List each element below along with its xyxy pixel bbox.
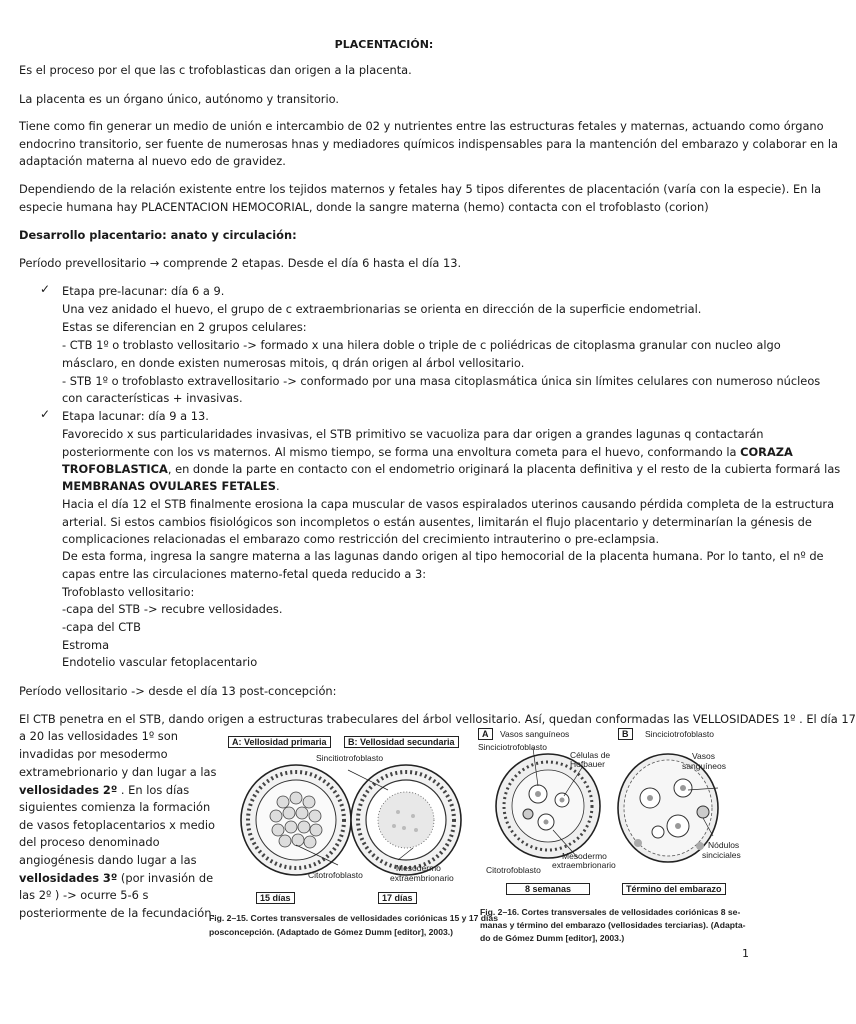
fig2-termino: Término del embarazo [622,883,726,895]
lacunar-6: Hacia el día 12 el STB finalmente erosiona la capa muscular de vasos espiralados uterinos causando pérdida completa de la estructura [62,497,835,511]
lacunar-7: arterial. Si estos cambios fisiológicos son incompletos o están ausentes, limitarán el flujo placentario y determinarían la génesis de [62,515,812,529]
lacunar-12: -capa del STB -> recubre vellosidades. [62,602,283,616]
fig1-label-a: A: Vellosidad primaria [228,736,331,748]
lacunar-8: complicaciones relacionadas el embarazo como restricción del crecimiento intrauterino o pre-eclampsia. [62,532,660,546]
fig2-label-a: A [478,728,493,740]
prelacunar-1: Etapa pre-lacunar: día 6 a 9. [62,284,225,298]
para-relacion-2: especie humana hay PLACENTACION HEMOCORIAL, donde la sangre materna (hemo) contacta con el trofoblasto (corion) [19,200,709,214]
side-line-9: vellosidades 3º (por invasión de [19,871,214,885]
fig2-sincitio-a: Sinciciotrofoblasto [478,742,547,752]
figure-2-16 [478,728,748,903]
prelacunar-5: másclaro, en donde existen numerosas mitois, q drán origen al árbol vellositario. [62,356,525,370]
lacunar-4: TROFOBLASTICA, en donde la parte en contacto con el endometrio originará la placenta definitiva y el resto de la cubierta formará las [62,462,841,476]
prelacunar-6: - STB 1º o trofoblasto extravellositario -> conformado por una masa citoplasmática única sin límites celulares con numeroso núcleos [62,374,821,388]
side-line-10: las 2º ) -> ocurre 5-6 s [19,888,149,902]
fig2-nodulos-1: Nódulos [708,840,740,850]
fig2-celulas-2: Hofbauer [570,759,605,769]
fig1-caption-1: Fig. 2–15. Cortes transversales de vellosidades coriónicas 15 y 17 días [209,913,498,923]
lacunar-1: Etapa lacunar: día 9 a 13. [62,409,209,423]
fig1-label-b: B: Vellosidad secundaria [344,736,459,748]
side-line-7: del proceso denominado [19,835,160,849]
lacunar-13: -capa del CTB [62,620,141,634]
side-line-8: angiogénesis dando lugar a las [19,853,197,867]
lacunar-9: De esta forma, ingresa la sangre materna a las lagunas dando origen al tipo hemocorial de la placenta humana. Por lo tanto, el nº de [62,549,824,563]
side-line-4: vellosidades 2º . En los días [19,783,190,797]
page-number: 1 [742,947,749,960]
vellositario-line: Período vellositario -> desde el día 13 post-concepción: [19,684,337,698]
lacunar-14: Estroma [62,638,110,652]
check-icon: ✓ [40,282,51,296]
para-fin-1: Tiene como fin generar un medio de unión e intercambio de 02 y nutrientes entre las estructuras fetales y maternas, actuando como órgano [19,119,824,133]
fig2-meso-1: Mesodermo [562,851,607,861]
lacunar-2: Favorecido x sus particularidades invasivas, el STB primitivo se vacuoliza para dar origen a grandes lagunas q contactarán [62,427,764,441]
para-relacion-1: Dependiendo de la relación existente entre los tejidos maternos y fetales hay 5 tipos diferentes de placentación (varía con la especie). En la [19,182,822,196]
lacunar-5: MEMBRANAS OVULARES FETALES. [62,479,280,493]
prelacunar-2: Una vez anidado el huevo, el grupo de c extraembrionarias se orienta en dirección de la superficie endometrial. [62,302,702,316]
fig1-caption-2: posconcepción. (Adaptado de Gómez Dumm [editor], 2003.) [209,927,453,937]
fig2-caption-3: do de Gómez Dumm [editor], 2003.) [480,933,625,943]
fig1-extraemb-label: extraembrionario [390,873,454,883]
prevellositario-line: Período prevellositario → comprende 2 etapas. Desde el día 6 hasta el día 13. [19,256,462,270]
lacunar-3: posteriormente con los vs maternos. Al mismo tiempo, se forma una envoltura cometa para el huevo, conformando la CORAZA [62,445,793,459]
para-fin-3: adaptación materna al nuevo edo de gravidez. [19,154,286,168]
fig2-celulas-1: Células de [570,750,611,760]
side-line-1: a 20 las vellosidades 1º son [19,729,178,743]
lacunar-11: Trofoblasto vellositario: [62,585,195,599]
fig2-vasos-r2: sanguíneos [682,761,726,771]
fig1-day15: 15 días [256,892,295,904]
lacunar-15: Endotelio vascular fetoplacentario [62,655,258,669]
fig2-sincitio-b: Sinciciotrofoblasto [645,729,714,739]
fig2-vasos-r1: Vasos [692,751,715,761]
fig1-citotro-label: Citotrofoblasto [308,870,363,880]
fig1-sincitio-label: Sincitiotrofoblasto [316,753,384,763]
intro-line-1: Es el proceso por el que las c trofoblasticas dan origen a la placenta. [19,63,412,77]
side-line-6: de vasos fetoplacentarios x medio [19,818,216,832]
fig2-caption-1: Fig. 2–16. Cortes transversales de vellosidades coriónicas 8 se- [480,907,741,917]
page-title: PLACENTACIÓN: [334,38,434,51]
fig2-nodulos-2: sinciciales [702,850,741,860]
section-heading: Desarrollo placentario: anato y circulación: [19,228,297,242]
prelacunar-7: con características + invasivas. [62,391,243,405]
prelacunar-3: Estas se diferencian en 2 grupos celulares: [62,320,307,334]
fig2-vasos-top: Vasos sanguíneos [500,729,570,739]
lacunar-10: capas entre las circulaciones materno-fetal queda reducido a 3: [62,567,427,581]
fig1-day17: 17 días [378,892,417,904]
fig2-citotro: Citotrofoblasto [486,865,541,875]
fig2-label-b: B [618,728,633,740]
para-ctb: El CTB penetra en el STB, dando origen a estructuras trabeculares del árbol vellositario. Así, quedan conformadas las VELLOSIDADES 1º . El día 17 [19,712,856,726]
check-icon: ✓ [40,407,51,421]
fig2-8-semanas: 8 semanas [506,883,590,895]
side-line-11: posteriormente de la fecundación. [19,906,216,920]
prelacunar-4: - CTB 1º o troblasto vellositario -> formado x una hilera doble o triple de c poliédricas de citoplasma granular con nucleo algo [62,338,781,352]
fig1-meso-label: Mesodermo [396,863,441,873]
fig2-caption-2: manas y término del embarazo (vellosidades terciarias). (Adapta- [480,920,746,930]
side-line-3: extramebrionario y dan lugar a las [19,765,217,779]
fig2-meso-2: extraembrionario [552,860,616,870]
intro-line-2: La placenta es un órgano único, autónomo y transitorio. [19,92,340,106]
side-line-2: invadidas por mesodermo [19,747,168,761]
para-fin-2: endocrino transitorio, ser fuente de numerosas hnas y mediadores químicos indispensables para la mantención del embarazo y colaborar en la [19,137,839,151]
side-line-5: siguientes comienza la formación [19,800,211,814]
